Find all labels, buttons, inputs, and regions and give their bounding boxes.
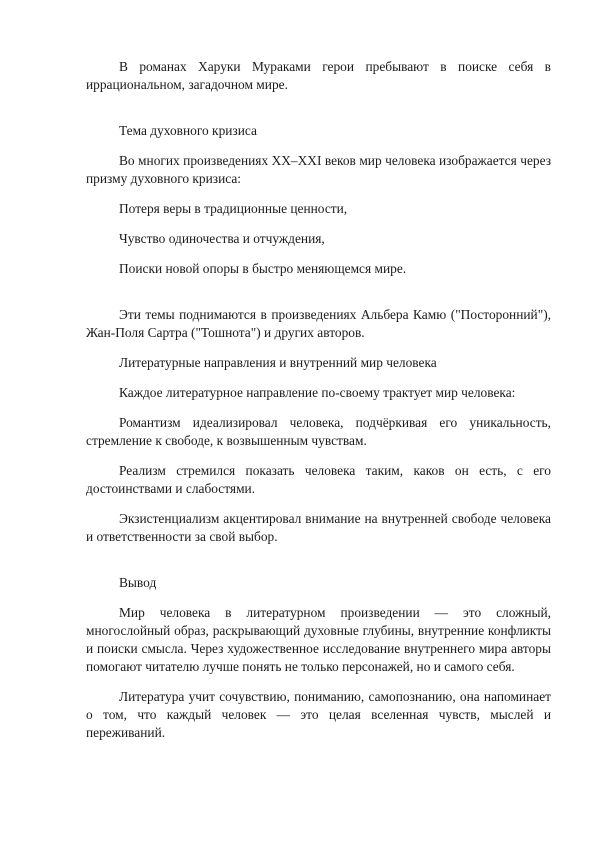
paragraph-existentialism: Экзистенциализм акцентировал внимание на внутренней свободе человека и ответственности за свой выбор.: [86, 511, 551, 544]
section-heading-spiritual-crisis: Тема духовного кризиса: [119, 123, 257, 138]
paragraph-movements-intro: Каждое литературное направление по-своему трактует мир человека:: [119, 385, 516, 400]
paragraph-realism: Реализм стремился показать человека таким, каков он есть, с его достоинствами и слабостями.: [86, 463, 551, 496]
list-item-new-support: Поиски новой опоры в быстро меняющемся мире.: [119, 261, 407, 276]
paragraph-final: Литература учит сочувствию, пониманию, самопознанию, она напоминает о том, что каждый человек — это целая вселенная чувств, мыслей и переживаний.: [86, 689, 551, 740]
section-heading-conclusion: Вывод: [119, 575, 157, 590]
paragraph-murakami: В романах Харуки Мураками герои пребывают в поиске себя в иррациональном, загадочном мире.: [86, 59, 551, 92]
paragraph-romanticism: Романтизм идеализировал человека, подчёркивая его уникальность, стремление к свободе, к возвышенным чувствам.: [86, 415, 551, 448]
list-item-loneliness: Чувство одиночества и отчуждения,: [119, 231, 325, 246]
list-item-loss-of-faith: Потеря веры в традиционные ценности,: [119, 201, 348, 216]
paragraph-conclusion: Мир человека в литературном произведении — это сложный, многослойный образ, раскрывающий духовные глубины, внутренние конфликты и поиски смысла. Через художественное исследование внутреннего мира авторы помогают читателю лучше понять не только персонажей, но и самого себя.: [86, 605, 551, 674]
document-body: [86, 58, 551, 742]
section-heading-literary-movements: Литературные направления и внутренний мир человека: [119, 355, 437, 370]
paragraph-crisis-intro: Во многих произведениях XX–XXI веков мир человека изображается через призму духовного кризиса:: [86, 153, 551, 186]
paragraph-camus-sartre: Эти темы поднимаются в произведениях Альбера Камю ("Посторонний"), Жан-Поля Сартра ("Тошнота") и других авторов.: [86, 307, 551, 340]
